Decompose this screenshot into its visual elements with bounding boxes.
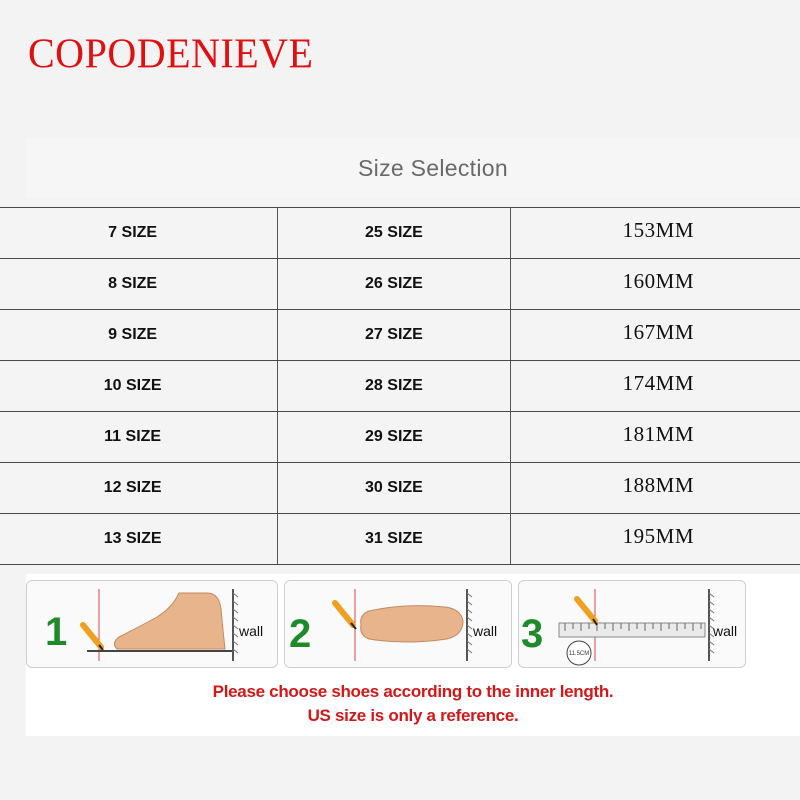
eu-size-cell: 29 SIZE [278,412,510,463]
wall-label: wall [473,623,498,639]
eu-size-cell: 25 SIZE [278,208,510,259]
step-number: 1 [45,610,68,654]
brand-name: COPODENIEVE [28,29,314,78]
step-1-panel [26,580,278,668]
us-size-cell: 10 SIZE [0,361,278,412]
ruler-icon [519,581,745,667]
step-number: 3 [521,612,544,656]
ruler-mark-label: 11.5CM [568,651,590,657]
us-size-cell: 8 SIZE [0,259,278,310]
page-title: Size Selection [358,154,508,181]
length-cell: 195MM [510,514,800,565]
length-cell: 188MM [510,463,800,514]
length-cell: 181MM [510,412,800,463]
us-size-cell: 7 SIZE [0,208,278,259]
us-size-cell: 9 SIZE [0,310,278,361]
eu-size-cell: 27 SIZE [278,310,510,361]
length-cell: 174MM [510,361,800,412]
us-size-note: US size is only a reference. [307,706,519,725]
table-row [0,514,800,565]
wall-label: wall [713,623,738,639]
wall-label: wall [239,623,264,639]
length-cell: 167MM [510,310,800,361]
table-row [0,361,800,412]
size-table [0,207,800,565]
length-cell: 160MM [510,259,800,310]
eu-size-cell: 26 SIZE [278,259,510,310]
step-2-panel [284,580,512,668]
table-row [0,463,800,514]
us-size-cell: 13 SIZE [0,514,278,565]
length-cell: 153MM [510,208,800,259]
eu-size-cell: 30 SIZE [278,463,510,514]
table-row [0,310,800,361]
eu-size-cell: 31 SIZE [278,514,510,565]
table-row [0,208,800,259]
size-selection-header [26,138,800,198]
eu-size-cell: 28 SIZE [278,361,510,412]
measurement-guide [26,574,800,736]
us-size-cell: 11 SIZE [0,412,278,463]
step-number: 2 [289,612,312,656]
table-row [0,259,800,310]
table-row [0,412,800,463]
inner-length-note: Please choose shoes according to the inner length. [212,682,614,701]
us-size-cell: 12 SIZE [0,463,278,514]
step-3-panel [518,580,746,668]
